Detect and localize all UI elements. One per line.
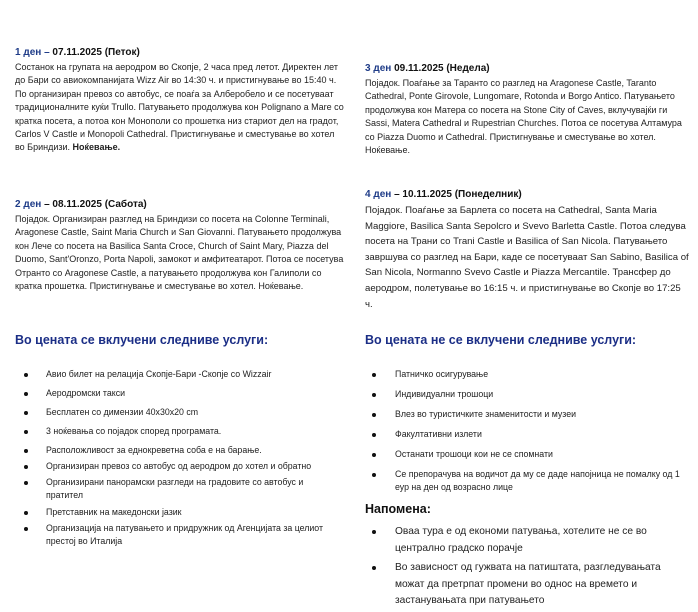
bullet-icon — [372, 413, 376, 417]
bullet-icon — [24, 511, 28, 515]
list-item — [24, 368, 339, 387]
list-item — [372, 468, 687, 498]
list-item — [24, 522, 339, 550]
list-item — [372, 408, 687, 428]
bullet-icon — [24, 527, 28, 531]
list-item-text: Претставник на македонски јазик — [46, 507, 182, 517]
list-item-text: Факултативни излети — [395, 429, 482, 439]
list-item-text: Оваа тура е од економи патувања, хотелите не се во централно градско порачје — [395, 526, 647, 554]
list-item — [372, 560, 672, 612]
day-1-text: Состанок на групата на аеродром во Скопје, 2 часа пред летот. Директен лет до Бари со авиокомпанијата Wizz Air во 14:30 ч. и пристигнување во 15:40 ч. По организиран превоз со автобус, се поаѓа за Алберобело и се посетуваат традиционалните куќи Trullo. Патувањето продолжува кон Polignano a Mare со кратка посета, а потоа кон Монополи со прошетка низ стариот дел на градот, Carlos V Castle и Monopoli Cathedral. Пристигнување и сместување во хотел во Бриндизи. — [15, 62, 344, 153]
day-2-description: Појадок. Организиран разглед на Бриндизи со посета на Colonne Terminali, Aragonese Castle, Saint Maria Church и San Giovanni. Патувањето продолжува кон Лече со посета на Basilica Santa Croce, Church of Saint Mary, Piazza del Duomo, Sant'Oronzo, Porta Napoli, замокот и амфитеатарот. Потоа се посетува Отранто со Aragonese Castle, а патувањето продолжува кон Галиполи со кратка прошетка. Пристигнување и сместување во хотел. Ноќевање. — [15, 214, 344, 292]
day-3-description: Појадок. Поаѓање за Таранто со разглед на Aragonese Castle, Taranto Cathedral, Ponte Girovole, Lungomare, Rotonda и Borgo Antico. Патувањето продолжува кон Матера со посета на Stone City of Caves, вклучувајќи ги Sassi, Matera Cathedral и Rupestrian Churches. Потоа се посетува Алтамура со Piazza Duomo и Cathedral. Пристигнување и сместување во хотел. Ноќевање. — [365, 78, 682, 156]
list-item — [24, 425, 339, 444]
list-item — [24, 387, 339, 406]
list-item-text: Во зависност од гужвата на патиштата, разгледувањата можат да претрпат промени во однос на времето и застанувањата при патувањето — [395, 562, 661, 606]
bullet-icon — [372, 473, 376, 477]
list-item-text: Се препорачува на водичот да му се даде напојница не помалку од 1 еур на ден од возрасно лице — [395, 469, 680, 492]
day-4-description: Појадок. Поаѓање за Барлета со посета на Cathedral, Santa Maria Maggiore, Basilica Santa Sepolcro и Svevo Barletta Castle. Потоа следува посета на Трани со Trani Castle и Basilica of San Nicola. Патувањето завршува со разглед на Бари, каде се посетуваат San Sabino, Basilica of San Nicola, Normanno Svevo Castle и Piazza Mercantile. Трансфер до аеродром, полетување во 16:15 ч. и пристигнување во Скопје во 17:25 ч. — [365, 205, 689, 310]
bullet-icon — [372, 530, 376, 534]
list-item — [372, 388, 687, 408]
day-4-number: 4 ден — [365, 189, 392, 200]
day-4-date: – 10.11.2025 (Понеделник) — [391, 189, 522, 200]
note-title: Напомена: — [365, 502, 431, 516]
bullet-icon — [372, 373, 376, 377]
excluded-services-title: Во цената не се вклучени следниве услуги: — [365, 333, 637, 347]
bullet-icon — [24, 411, 28, 415]
list-item-text: Патничко осигурување — [395, 369, 489, 379]
included-services-list — [24, 368, 339, 550]
excluded-services-list — [372, 368, 687, 498]
day-4-heading — [365, 188, 690, 202]
included-services-title: Во цената се вклучени следниве услуги: — [15, 333, 269, 347]
bullet-icon — [24, 430, 28, 434]
day-1-section — [15, 46, 345, 155]
day-3-section — [365, 62, 690, 157]
day-3-heading — [365, 62, 690, 76]
list-item-text: Останати трошоци кои не се спомнати — [395, 449, 553, 459]
list-item-text: Организација на патувањето и придружник од Агенцијата за целиот престој во Италија — [46, 523, 324, 546]
list-item-text: Расположливост за еднокреветна соба е на барање. — [46, 445, 262, 455]
list-item-text: Организирани панорамски разгледи на градовите со автобус и пратител — [46, 477, 304, 500]
day-2-number: 2 ден — [15, 199, 42, 210]
day-1-description — [15, 61, 345, 155]
day-1-overnight: Ноќевање. — [72, 142, 121, 153]
bullet-icon — [372, 393, 376, 397]
bullet-icon — [372, 433, 376, 437]
notes-list — [372, 524, 672, 612]
list-item — [372, 368, 687, 388]
day-4-section — [365, 188, 690, 312]
bullet-icon — [24, 481, 28, 485]
list-item — [24, 460, 339, 476]
list-item-text: Авио билет на релација Скопје-Бари -Скопје со Wizzair — [46, 369, 272, 379]
list-item — [372, 428, 687, 448]
day-2-section — [15, 198, 345, 293]
list-item-text: Бесплатен со димензии 40x30x20 cm — [46, 407, 199, 417]
day-1-number: 1 ден – — [15, 47, 53, 58]
bullet-icon — [24, 465, 28, 469]
list-item — [24, 406, 339, 425]
day-3-number: 3 ден — [365, 63, 392, 74]
list-item — [24, 444, 339, 460]
list-item — [24, 476, 339, 506]
list-item-text: 3 ноќевања со појадок според програмата. — [46, 426, 222, 436]
day-2-heading — [15, 198, 345, 212]
list-item — [372, 524, 672, 560]
list-item — [372, 448, 687, 468]
day-3-date: 09.11.2025 (Недела) — [391, 63, 490, 74]
list-item — [24, 506, 339, 522]
list-item-text: Индивидуални трошоци — [395, 389, 494, 399]
bullet-icon — [372, 453, 376, 457]
list-item-text: Аеродромски такси — [46, 388, 126, 398]
day-1-heading — [15, 46, 345, 60]
day-2-date: – 08.11.2025 (Сабота) — [41, 199, 147, 210]
day-1-date: 07.11.2025 (Петок) — [52, 47, 140, 58]
bullet-icon — [24, 392, 28, 396]
list-item-text: Влез во туристичките знаменитости и музеи — [395, 409, 577, 419]
list-item-text: Организиран превоз со автобус од аеродром до хотел и обратно — [46, 461, 312, 471]
bullet-icon — [372, 566, 376, 570]
bullet-icon — [24, 449, 28, 453]
bullet-icon — [24, 373, 28, 377]
